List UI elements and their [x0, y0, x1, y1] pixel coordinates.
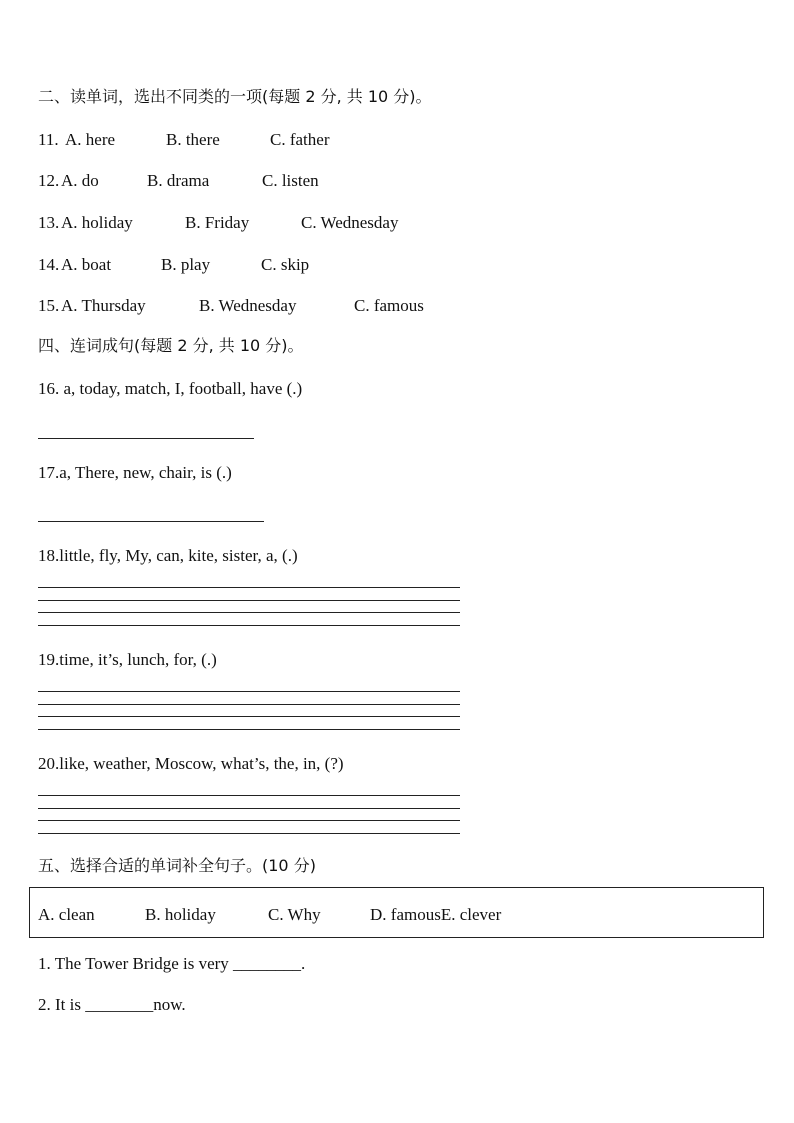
question-number: 15. — [38, 296, 60, 315]
word-bank-options-d-e — [370, 906, 501, 923]
option-c: C. skip — [261, 255, 310, 274]
option-b: B. Friday — [185, 213, 250, 232]
question-17 — [38, 464, 232, 481]
word-bank-option-a: A. clean — [38, 905, 95, 924]
answer-line — [38, 691, 460, 692]
option-a: A. Thursday — [61, 296, 146, 315]
question-15 — [38, 297, 59, 314]
answer-line — [38, 704, 460, 705]
answer-line — [38, 808, 460, 809]
option-b: B. there — [166, 130, 220, 149]
option-c: C. famous — [354, 296, 424, 315]
word-bank-option-c: C. Why — [268, 905, 321, 924]
question-number: 13. — [38, 213, 60, 232]
option-c: C. Wednesday — [301, 213, 399, 232]
option-b: B. Wednesday — [199, 296, 297, 315]
answer-line — [38, 716, 460, 717]
answer-line — [38, 600, 460, 601]
question-words: a, today, match, I, football, have (.) — [59, 379, 303, 398]
answer-line — [38, 438, 254, 439]
question-20 — [38, 755, 344, 772]
question-words: time, it’s, lunch, for, (.) — [59, 650, 217, 669]
question-number: 19. — [38, 650, 60, 669]
option-b: B. drama — [147, 171, 210, 190]
word-bank-option-b: B. holiday — [145, 905, 216, 924]
question-words: a, There, new, chair, is (.) — [59, 463, 232, 482]
word-bank-option-e: E. clever — [440, 905, 502, 924]
option-a: A. holiday — [61, 213, 133, 232]
question-number: 12. — [38, 171, 60, 190]
question-19 — [38, 651, 217, 668]
question-number: 20. — [38, 754, 60, 773]
question-12 — [38, 172, 59, 189]
section-5-title: 五、选择合适的单词补全句子。(10 分) — [38, 856, 316, 875]
question-number: 11. — [38, 130, 59, 149]
question-words: like, weather, Moscow, what’s, the, in, (?) — [59, 754, 344, 773]
question-18 — [38, 547, 298, 564]
answer-line — [38, 729, 460, 730]
question-number: 16. — [38, 379, 60, 398]
option-a: A. boat — [61, 255, 112, 274]
question-number: 17. — [38, 463, 60, 482]
question-11 — [38, 131, 59, 148]
question-words: little, fly, My, can, kite, sister, a, (.) — [59, 546, 298, 565]
question-16 — [38, 380, 302, 397]
option-a: A. here — [65, 130, 116, 149]
answer-line — [38, 521, 264, 522]
option-c: C. listen — [262, 171, 319, 190]
section-4-title: 四、连词成句(每题 2 分, 共 10 分)。 — [38, 336, 304, 355]
answer-line — [38, 820, 460, 821]
option-a: A. do — [61, 171, 99, 190]
answer-line — [38, 833, 460, 834]
question-number: 18. — [38, 546, 60, 565]
answer-line — [38, 795, 460, 796]
answer-line — [38, 612, 460, 613]
question-14 — [38, 256, 59, 273]
option-b: B. play — [161, 255, 211, 274]
question-13 — [38, 214, 59, 231]
section-2-title: 二、读单词，选出不同类的一项(每题 2 分, 共 10 分)。 — [38, 87, 432, 106]
fill-question-1: 1. The Tower Bridge is very ________. — [38, 954, 306, 973]
fill-question-2: 2. It is ________now. — [38, 995, 186, 1014]
answer-line — [38, 625, 460, 626]
answer-line — [38, 587, 460, 588]
option-c: C. father — [270, 130, 330, 149]
word-bank-option-d: D. famous — [370, 905, 441, 924]
question-number: 14. — [38, 255, 60, 274]
